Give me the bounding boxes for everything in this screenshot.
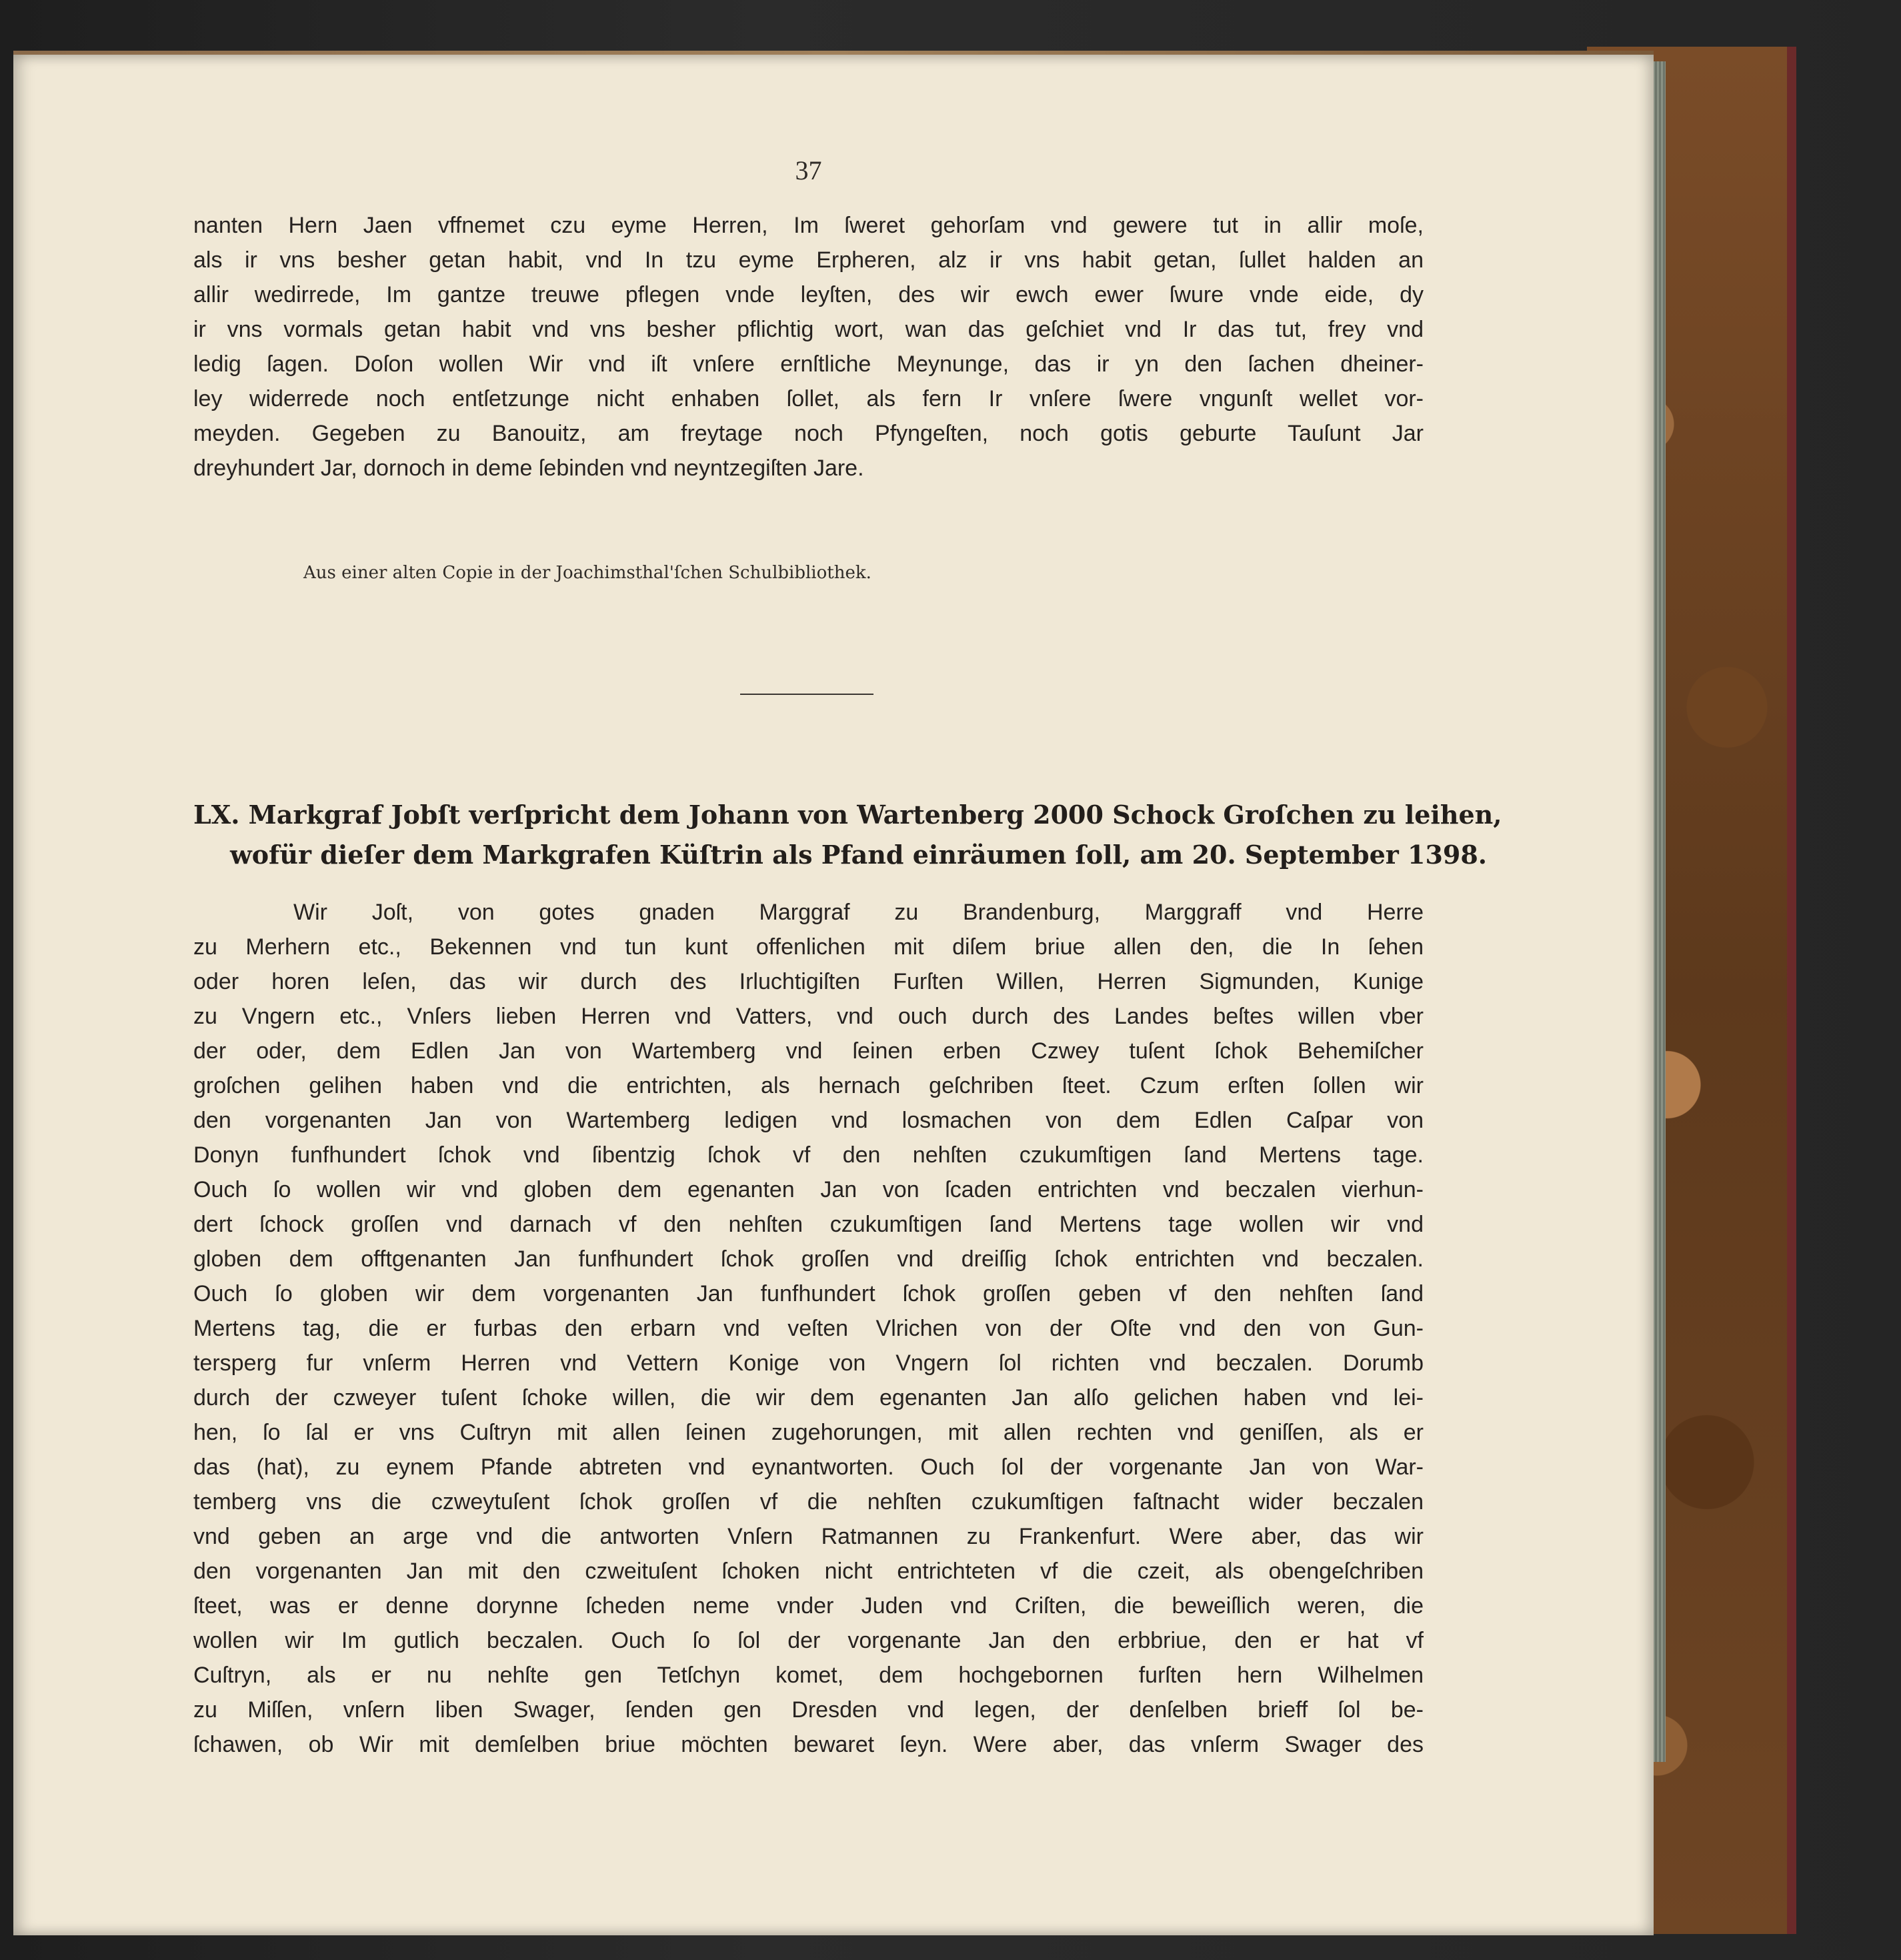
text-line: ſteet, was er denne dorynne ſcheden neme vnder Juden vnd Criſten, die beweiſlich weren, die (193, 1593, 1424, 1619)
text-line: allir wedirrede, Im gantze treuwe pflegen vnde leyſten, des wir ewch ewer ſwure vnde eide, dy (193, 282, 1424, 307)
text-line: wollen wir Im gutlich beczalen. Ouch ſo ſol der vorgenante Jan den erbbriue, den er hat vf (193, 1628, 1424, 1653)
text-line: der oder, dem Edlen Jan von Wartemberg vnd ſeinen erben Czwey tuſent ſchok Behemiſcher (193, 1038, 1424, 1064)
text-line: zu Merhern etc., Bekennen vnd tun kunt offenlichen mit diſem briue allen den, die In ſehen (193, 934, 1424, 960)
text-line: globen dem offtgenanten Jan funfhundert ſchok groſſen vnd dreiſſig ſchok entrichten vnd beczalen. (193, 1246, 1424, 1272)
text-line: den vorgenanten Jan von Wartemberg ledigen vnd losmachen von dem Edlen Caſpar von (193, 1108, 1424, 1133)
text-line: ley widerrede noch entſetzunge nicht enhaben ſollet, als fern Ir vnſere ſwere vngunſt wellet vor- (193, 386, 1424, 411)
text-line: als ir vns besher getan habit, vnd In tzu eyme Erpheren, alz ir vns habit getan, ſullet halden an (193, 247, 1424, 273)
document-heading (193, 795, 1502, 875)
text-line: ſchawen, ob Wir mit demſelben briue möchten bewaret ſeyn. Were aber, das vnſerm Swager des (193, 1732, 1424, 1757)
text-line: ledig ſagen. Doſon wollen Wir vnd iſt vnſere ernſtliche Meynunge, das ir yn den ſachen dheiner- (193, 351, 1424, 377)
text-line: Mertens tag, die er furbas den erbarn vnd veſten Vlrichen von der Oſte vnd den von Gun- (193, 1316, 1424, 1341)
text-line: oder horen leſen, das wir durch des Irluchtigiſten Furſten Willen, Herren Sigmunden, Kunige (193, 969, 1424, 994)
heading-line: LX. Markgraf Jobſt verſpricht dem Johann von Wartenberg 2000 Schock Groſchen zu leihen, (193, 800, 1502, 830)
text-line: Ouch ſo wollen wir vnd globen dem egenanten Jan von ſcaden entrichten vnd beczalen vierhun- (193, 1177, 1424, 1202)
text-line: tersperg fur vnſerm Herren vnd Vettern Konige von Vngern ſol richten vnd beczalen. Dorumb (193, 1350, 1424, 1376)
paragraph-2 (193, 895, 1424, 1762)
text-line: meyden. Gegeben zu Banouitz, am freytage noch Pfyngeſten, noch gotis geburte Tauſunt Jar (193, 421, 1424, 446)
text-line: zu Vngern etc., Vnſers lieben Herren vnd Vatters, vnd ouch durch des Landes beſtes willen vber (193, 1004, 1424, 1029)
text-line: nanten Hern Jaen vffnemet czu eyme Herren, Im ſweret gehorſam vnd gewere tut in allir moſe, (193, 213, 1424, 238)
text-line: vnd geben an arge vnd die antworten Vnſern Ratmannen zu Frankenfurt. Were aber, das wir (193, 1524, 1424, 1549)
text-line: den vorgenanten Jan mit den czweituſent ſchoken nicht entrichteten vf die czeit, als obengeſchriben (193, 1559, 1424, 1584)
text-line: zu Miſſen, vnſern liben Swager, ſenden gen Dresden vnd legen, der denſelben brieff ſol be- (193, 1697, 1424, 1723)
book-page (13, 55, 1654, 1935)
text-line: hen, ſo ſal er vns Cuſtryn mit allen ſeinen zugehorungen, mit allen rechten vnd geniſſen, als er (193, 1420, 1424, 1445)
text-line: ir vns vormals getan habit vnd vns besher pflichtig wort, wan das geſchiet vnd Ir das tut, frey vnd (193, 317, 1424, 342)
section-divider (740, 694, 873, 695)
text-line: durch der czweyer tuſent ſchoke willen, die wir dem egenanten Jan alſo gelichen haben vnd lei- (193, 1385, 1424, 1410)
text-line: das (hat), zu eynem Pfande abtreten vnd eynantworten. Ouch ſol der vorgenante Jan von War- (193, 1454, 1424, 1480)
text-line: Wir Joſt, von gotes gnaden Marggraf zu Brandenburg, Marggraff vnd Herre (293, 900, 1424, 925)
heading-line: wofür dieſer dem Markgrafen Küſtrin als Pfand einräumen ſoll, am 20. September 1398. (230, 840, 1488, 870)
page-number: 37 (795, 155, 822, 185)
text-line: dert ſchock groſſen vnd darnach vf den nehſten czukumſtigen ſand Mertens tage wollen wir vnd (193, 1212, 1424, 1237)
source-note: Aus einer alten Copie in der Joachimsthal'ſchen Schulbibliothek. (303, 563, 871, 583)
text-line: Ouch ſo globen wir dem vorgenanten Jan funfhundert ſchok groſſen geben vf den nehſten ſand (193, 1281, 1424, 1306)
paragraph-1 (193, 208, 1424, 485)
text-line: Cuſtryn, als er nu nehſte gen Tetſchyn komet, dem hochgebornen furſten hern Wilhelmen (193, 1663, 1424, 1688)
text-line: Donyn funfhundert ſchok vnd ſibentzig ſchok vf den nehſten czukumſtigen ſand Mertens tage. (193, 1142, 1424, 1168)
text-line: groſchen gelihen haben vnd die entrichten, als hernach geſchriben ſteet. Czum erſten ſollen wir (193, 1073, 1424, 1098)
text-line: temberg vns die czweytuſent ſchok groſſen vf die nehſten czukumſtigen faſtnacht wider beczalen (193, 1489, 1424, 1515)
text-line: dreyhundert Jar, dornoch in deme ſebinden vnd neyntzegiſten Jare. (193, 455, 864, 481)
